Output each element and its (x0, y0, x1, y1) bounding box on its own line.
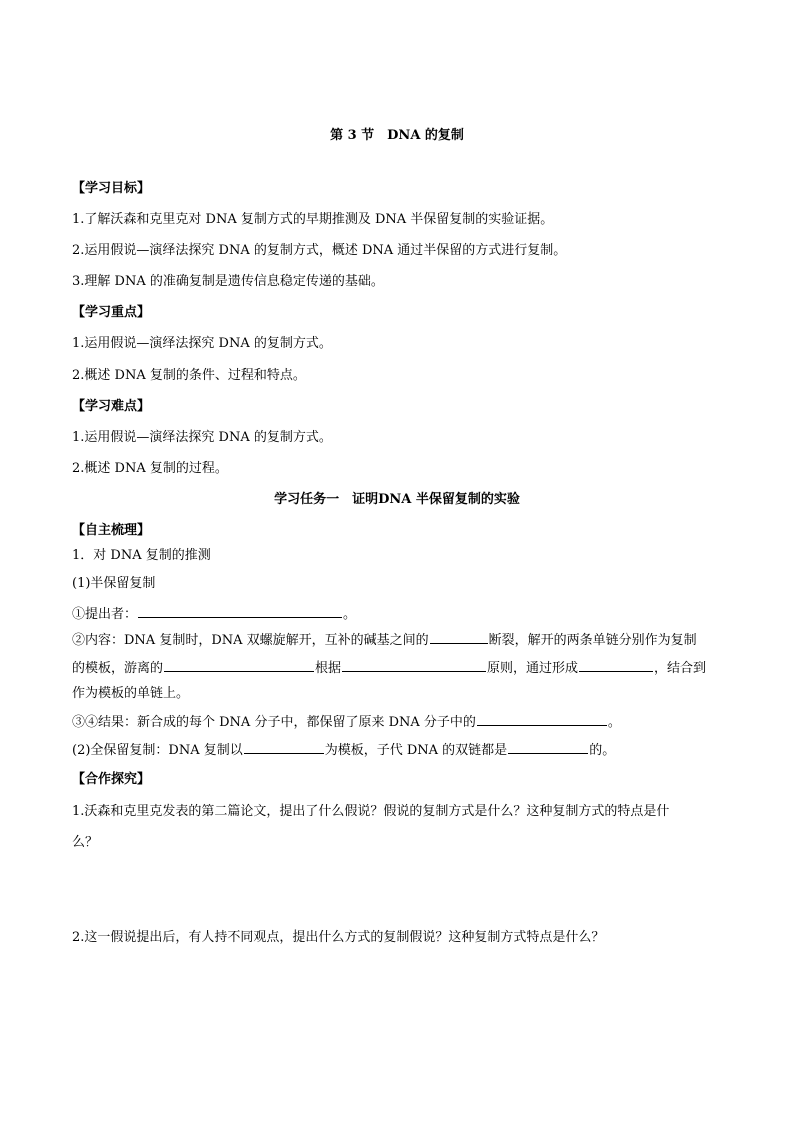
proposer-suffix: 。 (343, 607, 357, 622)
content-blank-1[interactable] (430, 629, 488, 644)
objective-item-1: 1.了解沃森和克里克对 DNA 复制方式的早期推测及 DNA 半保留复制的实验证据。 (72, 212, 554, 227)
objectives-heading: 【学习目标】 (72, 181, 151, 196)
difficulty-item-2: 2.概述 DNA 复制的过程。 (72, 461, 228, 476)
content-line-1 (72, 629, 722, 650)
proposer-blank[interactable] (138, 603, 342, 618)
cons-blank-1[interactable] (244, 739, 324, 754)
task1-title: 学习任务一 证明DNA 半保留复制的实验 (274, 492, 520, 507)
content-line-3: 作为模板的单链上。 (72, 686, 190, 701)
difficulties-heading: 【学习难点】 (72, 399, 151, 414)
content-text-b: 断裂，解开的两条单链分别作为复制 (488, 633, 697, 648)
q1-text: 1．对 DNA 复制的推测 (72, 548, 211, 563)
cons-text-b: 为模板，子代 DNA 的双链都是 (324, 743, 508, 758)
result-prefix: ③④结果：新合成的每个 DNA 分子中，都保留了原来 DNA 分子中的 (72, 715, 476, 730)
content-blank-4[interactable] (579, 657, 653, 672)
content-line-2 (72, 657, 722, 678)
content-blank-2[interactable] (164, 657, 314, 672)
key-point-item-1: 1.运用假说—演绎法探究 DNA 的复制方式。 (72, 336, 332, 351)
content-text-d: 根据 (315, 661, 342, 676)
coop-heading: 【合作探究】 (72, 772, 151, 787)
key-point-item-2: 2.概述 DNA 复制的条件、过程和特点。 (72, 368, 306, 383)
cons-blank-2[interactable] (508, 739, 588, 754)
proposer-prefix: ①提出者： (72, 607, 138, 622)
content-text-e: 原则，通过形成 (487, 661, 579, 676)
self-study-heading: 【自主梳理】 (72, 523, 151, 538)
content-blank-3[interactable] (342, 657, 486, 672)
content-text-f: ，结合到 (654, 661, 707, 676)
proposer-line (72, 603, 722, 624)
objective-item-3: 3.理解 DNA 的准确复制是遗传信息稳定传递的基础。 (72, 274, 384, 289)
coop-q2-line: 2.这一假说提出后，有人持不同观点，提出什么方式的复制假说？这种复制方式特点是什么？ (72, 930, 605, 945)
content-text-c: 的模板，游离的 (72, 661, 164, 676)
conservative-line (72, 739, 722, 760)
key-points-heading: 【学习重点】 (72, 305, 151, 320)
result-blank[interactable] (477, 711, 607, 726)
q1-sub1-text: (1)半保留复制 (72, 576, 156, 591)
coop-q1-line-1: 1.沃森和克里克发表的第二篇论文，提出了什么假说？假说的复制方式是什么？这种复制方式的特点是什 (72, 804, 670, 819)
cons-text-c: 的。 (589, 743, 616, 758)
result-line (72, 711, 722, 732)
objective-item-2: 2.运用假说—演绎法探究 DNA 的复制方式，概述 DNA 通过半保留的方式进行复制。 (72, 243, 567, 258)
result-suffix: 。 (607, 715, 621, 730)
content-text-a: ②内容：DNA 复制时，DNA 双螺旋解开，互补的碱基之间的 (72, 633, 429, 648)
difficulty-item-1: 1.运用假说—演绎法探究 DNA 的复制方式。 (72, 430, 332, 445)
coop-q1-line-2: 么？ (72, 835, 99, 850)
cons-text-a: (2)全保留复制：DNA 复制以 (72, 743, 243, 758)
section-title: 第 3 节 DNA 的复制 (330, 128, 464, 143)
